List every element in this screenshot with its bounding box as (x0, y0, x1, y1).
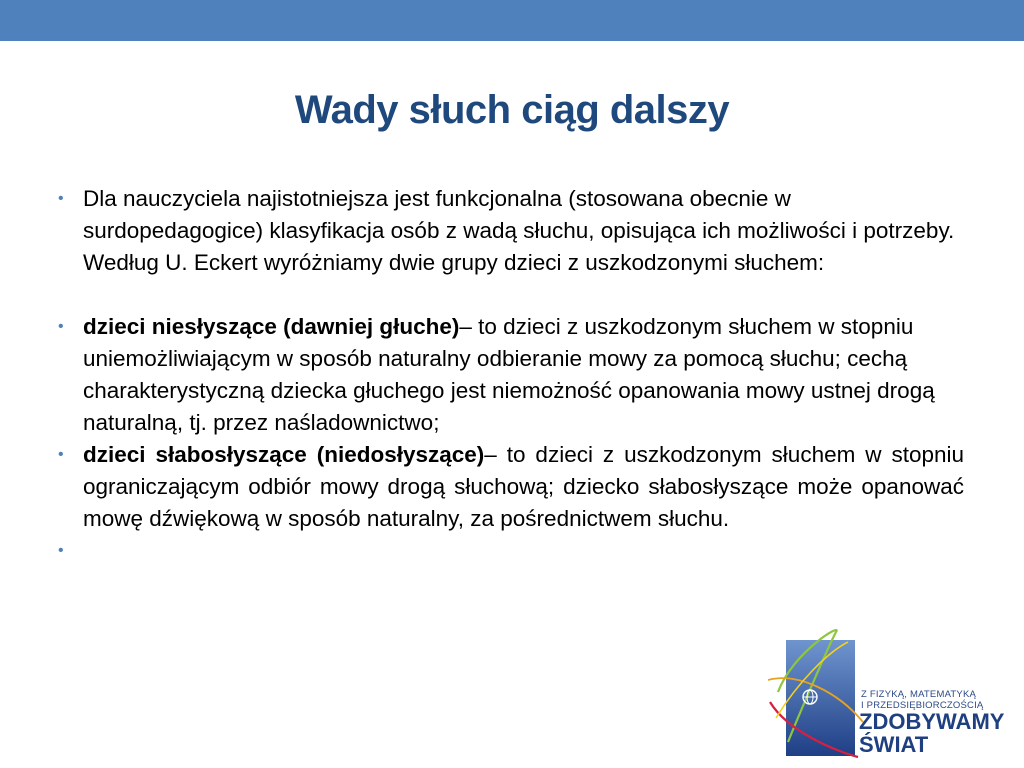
bullet-bold-term: dzieci słabosłyszące (niedosłyszące) (83, 442, 485, 467)
bullet-text: Dla nauczyciela najistotniejsza jest funkcjonalna (stosowana obecnie w surdopedagogice) klasyfikacja osób z wadą słuchu, opisująca ich możliwości i potrzeby. Według U. Eckert wyróżniamy dwie grupy dzieci z uszkodzonymi słuchem: (83, 186, 955, 275)
bullet-item (58, 311, 964, 439)
bullet-text: – to dzieci z uszkodzonym słuchem w stopniu ograniczającym odbiór mowy drogą słuchową; dziecko słabosłyszące może opanować mowę dźwiękową w sposób naturalny, za pośrednictwem słuchu. (83, 442, 964, 531)
logo-panel (786, 640, 855, 756)
slide-title: Wady słuch ciąg dalszy (294, 88, 730, 132)
bullet-bold-term: dzieci niesłyszące (dawniej głuche) (83, 314, 460, 339)
bullet-dot: • (58, 318, 64, 335)
bullet-item (58, 183, 964, 279)
top-band (0, 0, 1024, 41)
logo-line1: Z FIZYKĄ, MATEMATYKĄ (861, 689, 977, 700)
bullet-dot: • (58, 542, 64, 559)
slide-body (58, 183, 964, 567)
logo-subtitle (861, 689, 983, 711)
bullet-dot: • (58, 190, 64, 207)
bullet-item-empty (58, 535, 964, 567)
project-logo (768, 622, 1024, 768)
logo-title-line2: ŚWIAT (859, 732, 929, 757)
logo-line2: I PRZEDSIĘBIORCZOŚCIĄ (861, 700, 984, 711)
bullet-text: – to dzieci z uszkodzonym słuchem w stopniu uniemożliwiającym w sposób naturalny odbieranie mowy za pomocą słuchu; cechą charakterystyczną dziecka głuchego jest niemożność opanowania mowy ustnej drogą naturalną, tj. przez naśladownictwo; (83, 314, 935, 435)
bullet-item (58, 439, 964, 535)
logo-title-line1: ZDOBYWAMY (859, 709, 1005, 734)
bullet-dot: • (58, 446, 64, 463)
